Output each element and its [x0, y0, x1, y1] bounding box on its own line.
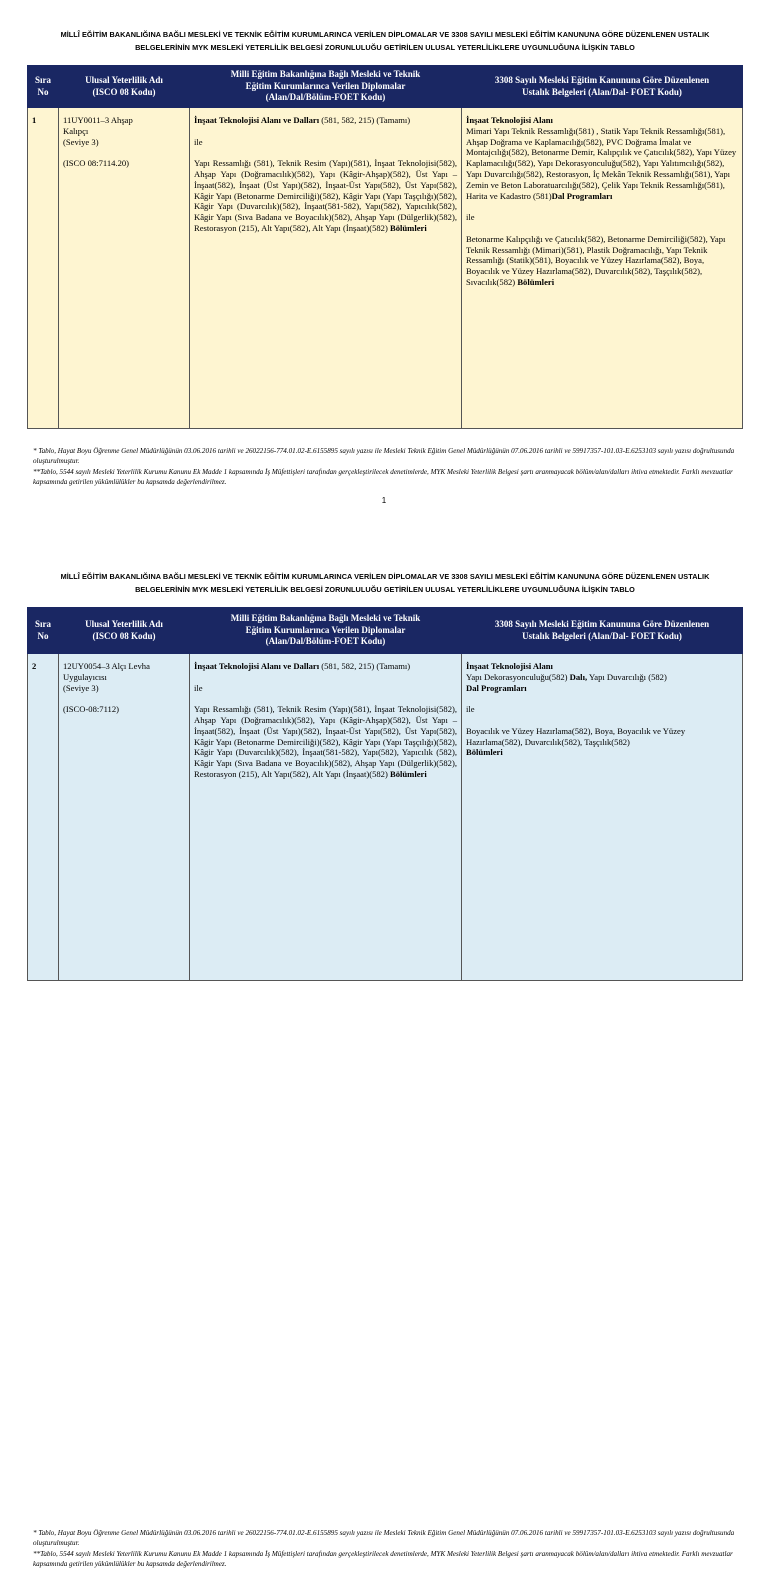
qualification-cell [59, 108, 190, 429]
diploma-ile: ile [194, 136, 203, 147]
header-dip-line2: Eğitim Kurumlarınca Verilen Diplomalar [245, 80, 406, 91]
certificate-body-2 [466, 234, 738, 288]
header-row-number [28, 608, 59, 654]
qualification-name-2: Kalıpçı [63, 125, 89, 136]
qualification-table [27, 607, 743, 981]
footnotes [33, 446, 738, 487]
qualification-cell [59, 654, 190, 981]
diploma-body-text: Yapı Ressamlığı (581), Teknik Resim (Yapı)(581), İnşaat Teknolojisi(582), Ahşap Yapı (Doğramacılık)(582), Yapı (Kâgir-Ahşap)(582), Üst Yapı – İnşaat(582), İnşaat (Üst Yapı)(582), İnşaat-Üst Yapı(582), Üst Yapı(582), Kâgir Yapı (Betonarme Demirciliği)(582), Kâgir Yapı (Yapı Taşçılığı)(582), Kâgir Yapı (Duvarcılık)(582), İnşaat(581-582), Yapı(582), Yapıcılık (582), Kâgir Yapı (Sıva Badana ve Boyacılık)(582), Ahşap Yapı (Dülgerlik)(582), Restorasyon (215), Alt Yapı(582), Alt Yapı (İnşaat)(582) [194, 704, 457, 779]
header-cert-line1: 3308 Sayılı Mesleki Eğitim Kanununa Göre Düzenlenen [494, 75, 710, 85]
heading-line-2: BELGELERİNİN MYK MESLEKİ YETERLİLİK BELGESİ ZORUNLULUĞU GETİRİLEN ULUSAL YETERLİLİKLERE UYGUNLUĞUNA İLİŞKİN TABLO [135, 43, 635, 52]
qualification-level: (Seviye 3) [63, 682, 99, 693]
row-number: 2 [28, 654, 59, 981]
header-cert-line2: Ustalık Belgeleri (Alan/Dal- FOET Kodu) [522, 86, 682, 97]
table-header-row [28, 608, 743, 654]
heading-line-2: BELGELERİNİN MYK MESLEKİ YETERLİLİK BELGESİ ZORUNLULUĞU GETİRİLEN ULUSAL YETERLİLİKLERE UYGUNLUĞUNA İLİŞKİN TABLO [135, 585, 635, 594]
table-header-row [28, 66, 743, 108]
header-no-line1: Sıra [34, 619, 51, 629]
diploma-title-bold: İnşaat Teknolojisi Alanı ve Dalları [194, 115, 320, 125]
certificate-ile: ile [466, 212, 475, 223]
certificate-body-2-text: Betonarme Kalıpçılığı ve Çatıcılık(582), Betonarme Demirciliği(582), Yapı Teknik Ressamlığı (Mimari)(581), Plastik Doğramacılığı, Yapı Teknik Ressamlığı (Statik)(581), Boyacılık ve Yüzey Hazırlama(582), Boya, Boyacılık ve Yüzey Hazırlama(582), Duvarcılık(582), Taşçılık(582), Sıvacılık(582) [466, 233, 726, 287]
certificate-body-2 [466, 726, 738, 758]
header-dip-line3b: Bölüm [305, 636, 332, 647]
diploma-title [194, 115, 457, 126]
header-dip-line3b: Bölüm [305, 92, 332, 103]
header-dip-line3c: -FOET Kodu) [331, 92, 386, 103]
qualification-level: (Seviye 3) [63, 136, 99, 147]
qualification-isco: (ISCO-08:7112) [63, 704, 120, 715]
footnote-2: **Tablo, 5544 sayılı Mesleki Yeterlilik Kurumu Kanunu Ek Madde 1 kapsamında İş Müfettişleri tarafından gerçekleştirilecek denetimlerde, MYK Mesleki Yeterlilik Belgesi şartı aranmayacak bölüm/alan/dalları ihtiva etmektedir. Farklı mevzuatlar kapsamında getirilen yükümlülükler bu kapsamda değerlendirilmez. [33, 467, 733, 486]
footnote-1: * Tablo, Hayat Boyu Öğrenme Genel Müdürlüğünün 03.06.2016 tarihli ve 26022156-774.01.02-E.6155895 sayılı yazısı ile Mesleki Teknik Eğitim Genel Müdürlüğünün 07.06.2016 tarihli ve 59917357-101.03-E.6253103 sayılı yazısı doğrultusunda oluşturulmuştur. [33, 1529, 735, 1548]
header-qualification-name [59, 608, 190, 654]
page-number: 1 [381, 496, 387, 505]
diploma-body-text: Yapı Ressamlığı (581), Teknik Resim (Yapı)(581), İnşaat Teknolojisi(582), Ahşap Yapı (Doğramacılık)(582), Yapı (Kâgir-Ahşap)(582), Üst Yapı – İnşaat(582), İnşaat (Üst Yapı)(582), İnşaat-Üst Yapı(582), Üst Yapı(582), Kâgir Yapı (Betonarme Demirciliği)(582), Kâgir Yapı (Yapı Taşçılığı)(582), Kâgir Yapı (Duvarcılık)(582), İnşaat(581-582), Yapı(582), Yapıcılık(582), Kâgir Yapı (Sıva Badana ve Boyacılık)(582), Ahşap Yapı (Dülgerlik)(582), Restorasyon (215), Alt Yapı(582), Alt Yapı (İnşaat)(582) [194, 158, 457, 233]
header-certificates [462, 66, 743, 108]
certificate-title: İnşaat Teknolojisi Alanı [466, 115, 553, 125]
diploma-title-rest: (581, 582, 215) (Tamamı) [319, 115, 411, 125]
certificate-body-1 [466, 126, 738, 202]
certificate-ile: ile [466, 704, 475, 715]
certificate-body-2-bold: Bölümleri [517, 276, 555, 287]
certificate-title: İnşaat Teknolojisi Alanı [466, 661, 553, 671]
table-row [28, 654, 743, 981]
header-qual-line2: (ISCO 08 Kodu) [92, 630, 156, 641]
certificate-body-1-bold: Dal Programları [466, 682, 527, 693]
heading-line-1: MİLLÎ EĞİTİM BAKANLIĞINA BAĞLI MESLEKİ VE TEKNİK EĞİTİM KURUMLARINCA VERİLEN DİPLOMALAR VE 3308 SAYILI MESLEKİ EĞİTİM KANUNUNA GÖRE DÜZENLENEN USTALIK [60, 572, 710, 581]
qualification-name-1: 12UY0054–3 Alçı Levha [63, 661, 150, 671]
certificate-body-2-text: Boyacılık ve Yüzey Hazırlama(582), Boya, Boyacılık ve Yüzey Hazırlama(582), Duvarcılık(582), Taşçılık(582) [466, 725, 686, 747]
header-dip-line3a: (Alan/Dal/ [265, 636, 306, 647]
header-diplomas [190, 608, 462, 654]
diploma-title-rest: (581, 582, 215) (Tamamı) [319, 661, 411, 671]
certificate-body-2-bold: Bölümleri [466, 747, 503, 758]
certificates-cell [462, 654, 743, 981]
heading-line-1: MİLLÎ EĞİTİM BAKANLIĞINA BAĞLI MESLEKİ VE TEKNİK EĞİTİM KURUMLARINCA VERİLEN DİPLOMALAR VE 3308 SAYILI MESLEKİ EĞİTİM KANUNUNA GÖRE DÜZENLENEN USTALIK [60, 30, 710, 39]
qualification-name-2: Uygulayıcısı [63, 671, 107, 682]
document-heading [40, 570, 730, 596]
header-dip-line3a: (Alan/Dal/ [265, 92, 306, 103]
footnote-2: **Tablo, 5544 sayılı Mesleki Yeterlilik Kurumu Kanunu Ek Madde 1 kapsamında İş Müfettişleri tarafından gerçekleştirilecek denetimlerde, MYK Mesleki Yeterlilik Belgesi şartı aranmayacak bölüm/alan/dalları ihtiva etmektedir. Farklı mevzuatlar kapsamında getirilen yükümlülükler bu kapsamda değerlendirilmez. [33, 1549, 733, 1568]
qualification-name-1: 11UY0011–3 Ahşap [63, 115, 133, 125]
document-heading [40, 28, 730, 54]
diplomas-cell [190, 654, 462, 981]
certificate-body-1 [466, 672, 738, 683]
certificate-body-1b: Yapı Duvarcılığı (582) [587, 671, 667, 682]
header-cert-line1: 3308 Sayılı Mesleki Eğitim Kanununa Göre Düzenlenen [494, 619, 710, 629]
diploma-title [194, 661, 457, 672]
header-dip-line3c: -FOET Kodu) [331, 636, 386, 647]
diplomas-cell [190, 108, 462, 429]
header-dip-line1: Milli Eğitim Bakanlığına Bağlı Mesleki ve Teknik [230, 613, 421, 624]
diploma-body [194, 704, 457, 780]
header-qual-line1: Ulusal Yeterlilik Adı [85, 619, 163, 629]
diploma-body [194, 158, 457, 234]
table-row [28, 108, 743, 429]
header-no-line1: Sıra [34, 75, 51, 85]
header-no-line2: No [37, 630, 49, 641]
header-cert-line2: Ustalık Belgeleri (Alan/Dal- FOET Kodu) [522, 630, 682, 641]
header-qual-line2: (ISCO 08 Kodu) [92, 86, 156, 97]
header-qual-line1: Ulusal Yeterlilik Adı [85, 75, 163, 85]
certificate-body-1-text: Mimari Yapı Teknik Ressamlığı(581) , Statik Yapı Teknik Ressamlığı(581), Ahşap Doğrama ve Kaplamacılığı(582), PVC Doğrama İmalat ve Montajcılığı(582), Betonarme Demir, Kalıpçılık ve Çatıcılık(582), Yapı Yüzey Kaplamacılığı(582), Yapı Dekorasyonculuğu(582), Yapı Yalıtımcılığı(582), Yapı Duvarcılığı(582), Restorasyon, İç Mekân Teknik Ressamlığı(581), Yapı Zemin ve Beton Laboratuarcılığı(582), Çelik Yapı Teknik Ressamlığı(581), Harita ve Kadastro (581) [466, 125, 737, 201]
header-dip-line3 [194, 92, 457, 104]
header-diplomas [190, 66, 462, 108]
header-dip-line3 [194, 636, 457, 648]
certificates-cell [462, 108, 743, 429]
qualification-isco: (ISCO 08:7114.20) [63, 158, 130, 169]
header-certificates [462, 608, 743, 654]
header-no-line2: No [37, 86, 49, 97]
header-dip-line1: Milli Eğitim Bakanlığına Bağlı Mesleki ve Teknik [230, 69, 421, 80]
certificate-body-1a-bold: Dalı, [569, 671, 588, 682]
header-qualification-name [59, 66, 190, 108]
diploma-title-bold: İnşaat Teknolojisi Alanı ve Dalları [194, 661, 320, 671]
footnote-1: * Tablo, Hayat Boyu Öğrenme Genel Müdürlüğünün 03.06.2016 tarihli ve 26022156-774.01.02-E.6155895 sayılı yazısı ile Mesleki Teknik Eğitim Genel Müdürlüğünün 07.06.2016 tarihli ve 59917357-101.03-E.6253103 sayılı yazısı doğrultusunda oluşturulmuştur. [33, 447, 735, 466]
diploma-ile: ile [194, 682, 203, 693]
diploma-tail: Bölümleri [389, 768, 427, 779]
header-dip-line2: Eğitim Kurumlarınca Verilen Diplomalar [245, 624, 406, 635]
header-row-number [28, 66, 59, 108]
row-number: 1 [28, 108, 59, 429]
footnotes [33, 1528, 738, 1569]
qualification-table [27, 65, 743, 429]
certificate-body-1-bold: Dal Programları [551, 190, 613, 201]
diploma-tail: Bölümleri [389, 222, 427, 233]
certificate-body-1a: Yapı Dekorasyonculuğu(582) [466, 671, 570, 682]
